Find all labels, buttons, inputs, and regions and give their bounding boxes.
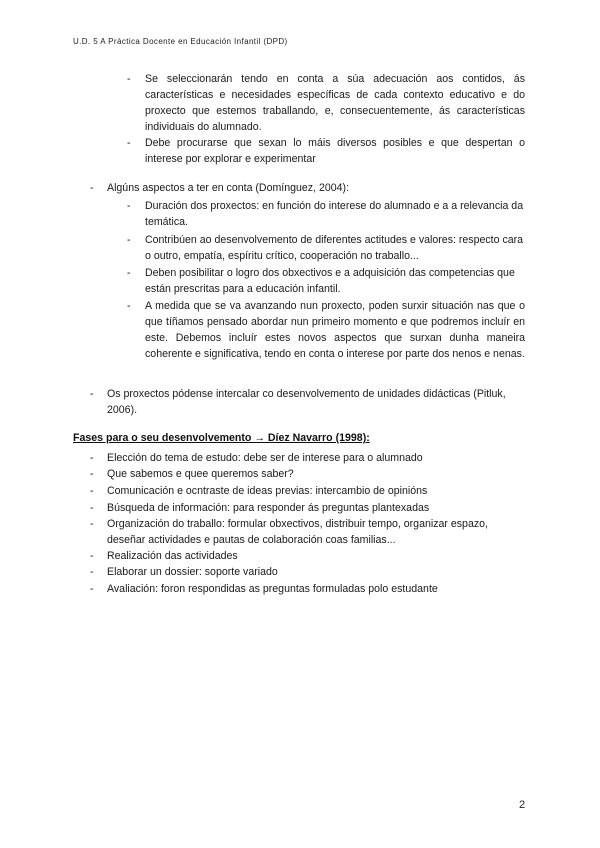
bullet-dash: - bbox=[90, 502, 94, 514]
list-item-text: Se seleccionarán tendo en conta a súa adecuación aos contidos, ás características e necesidades específicas de cada contexto educativo e do proxecto que estemos traballando, e, consecuentemente, ás características individuais do alumnado. bbox=[145, 73, 525, 133]
bullet-dash: - bbox=[127, 200, 131, 212]
bullet-dash: - bbox=[90, 583, 94, 595]
bullet-dash: - bbox=[90, 518, 94, 530]
bullet-dash: - bbox=[90, 388, 94, 400]
bullet-dash: - bbox=[127, 267, 131, 279]
bullet-dash: - bbox=[90, 566, 94, 578]
list-item bbox=[127, 71, 525, 135]
list-item-text: Deben posibilitar o logro dos obxectivos e a adquisición das competencias que están prescritas para a educación infantil. bbox=[145, 267, 515, 295]
list-item bbox=[127, 198, 525, 230]
list-item bbox=[90, 564, 525, 580]
bullet-dash: - bbox=[127, 234, 131, 246]
page-header: U.D. 5 A Práctica Docente en Educación Infantil (DPD) bbox=[73, 37, 288, 46]
list-item-text: Realización das actividades bbox=[107, 550, 238, 562]
bullet-dash: - bbox=[90, 182, 94, 194]
list-item-text: Elaborar un dossier: soporte variado bbox=[107, 566, 278, 578]
list-item bbox=[90, 500, 525, 516]
aspects-intro: Algúns aspectos a ter en conta (Domínguez, 2004): bbox=[107, 182, 350, 194]
list-item-text: Contribúen ao desenvolvemento de diferentes actitudes e valores: respecto cara o outro, empatía, espíritu crítico, cooperación no traballo... bbox=[145, 234, 524, 262]
list-item-text: Elección do tema de estudo: debe ser de interese para o alumnado bbox=[107, 452, 423, 464]
list-item-text: Que sabemos e quee queremos saber? bbox=[107, 468, 294, 480]
list-item-text: Duración dos proxectos: en función do interese do alumnado e a a relevancia da temática. bbox=[145, 200, 524, 228]
list-item bbox=[90, 450, 525, 466]
list-item-text: Organización do traballo: formular obxectivos, distribuir tempo, organizar espazo, deseñar actividades e pautas de colaboración coas familias... bbox=[107, 518, 488, 546]
list-item bbox=[90, 483, 525, 499]
list-item-text: Comunicación e ocntraste de ideas previas: intercambio de opinións bbox=[107, 485, 428, 497]
list-item bbox=[90, 386, 525, 418]
list-item-text: Avaliación: foron respondidas as preguntas formuladas polo estudante bbox=[107, 583, 438, 595]
list-item bbox=[90, 581, 525, 597]
bullet-dash: - bbox=[127, 73, 131, 85]
list-item-text: Os proxectos pódense intercalar co desenvolvemento de unidades didácticas (Pitluk, 2006). bbox=[107, 388, 506, 416]
page-number: 2 bbox=[519, 799, 526, 811]
list-item-text: A medida que se va avanzando nun proxecto, poden surxir situación nas que o que tíñamos pensado abordar nun primeiro momento e que podremos incluír en este. Debemos incluír estes novos aspectos que surxan dunha maneira coherente e significativa, tendo en conta o interese por parte dos nenos e nenas. bbox=[145, 300, 525, 360]
list-item bbox=[90, 180, 525, 196]
section-heading: Fases para o seu desenvolvemento → Díez Navarro (1998): bbox=[73, 432, 370, 444]
bullet-dash: - bbox=[90, 550, 94, 562]
list-item bbox=[90, 548, 525, 564]
list-item bbox=[127, 298, 525, 362]
list-item-text: Búsqueda de información: para responder ás preguntas plantexadas bbox=[107, 502, 430, 514]
bullet-dash: - bbox=[90, 468, 94, 480]
list-item bbox=[127, 232, 525, 264]
bullet-dash: - bbox=[127, 137, 131, 149]
bullet-dash: - bbox=[127, 300, 131, 312]
bullet-dash: - bbox=[90, 452, 94, 464]
list-item bbox=[127, 135, 525, 167]
list-item bbox=[90, 466, 525, 482]
list-item bbox=[127, 265, 525, 297]
bullet-dash: - bbox=[90, 485, 94, 497]
list-item bbox=[90, 516, 525, 548]
list-item-text: Debe procurarse que sexan lo máis diversos posibles e que despertan o interese por explorar e experimentar bbox=[145, 137, 525, 165]
